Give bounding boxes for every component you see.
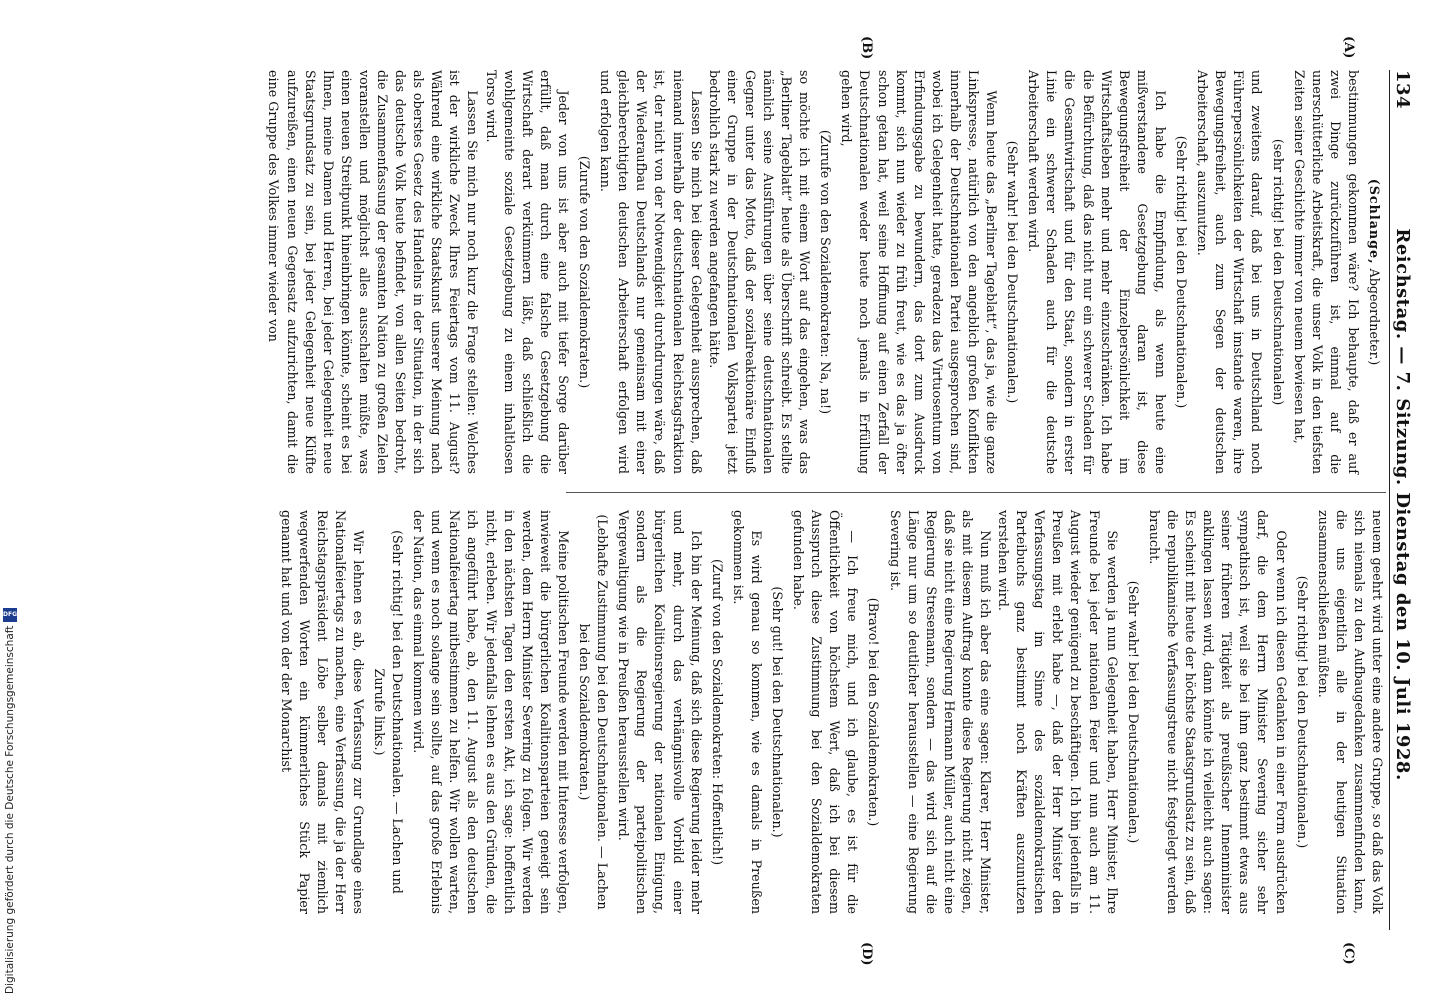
paragraph: und zweitens darauf, daß bei uns in Deutschland noch Führerpersönlichkeiten der Wirtschaft imstande waren, ihre Bewegungsfreiheit, auch zum Segen der deutschen Arbeiterschaft, auszunutzen. — [1195, 70, 1265, 474]
credit-text: Digitalisierung gefördert durch die Deutsche Forschungsgemeinschaft — [4, 625, 16, 994]
paragraph: bestimmungen gekommen wäre? Ich behaupte, daß er auf zwei Dinge zurückzuführen ist, einmal auf die unerschütterliche Arbeitskraft, die unser Volk in den tiefsten Zeiten seiner Geschichte immer von neuem bewiesen hat, — [1291, 70, 1361, 474]
interjection: (Bravo! bei den Sozialdemokraten.) — [866, 597, 882, 827]
right-column — [278, 510, 1386, 914]
interjection: (Zurufe von den Sozialdemokraten: Na, na!) — [818, 129, 834, 415]
page-header — [1389, 70, 1426, 930]
margin-marker-c: (C) — [1341, 942, 1356, 965]
paragraph: Ich habe die Empfindung, als wenn heute eine mißverstandene Gesetzgebung daran ist, diese Bewegungsfreiheit der Einzelpersönlichkeit im Wirtschaftsleben mehr und mehr einzuschränken. Ich habe die Befürchtung, daß das nicht nur ein schwerer Schaden für die Gesamtwirtschaft und für den Staat, sondern in erster Linie ein schwerer Schaden auch für die deutsche Arbeiterschaft werden wird. — [1026, 70, 1168, 474]
page-number: 134 — [1392, 70, 1413, 110]
speaker-line — [1365, 70, 1383, 474]
paragraph: Es wird genau so kommen, wie es damals in Preußen gekommen ist. — [730, 510, 764, 914]
paragraph: neuem geehrt wird unter eine andere Gruppe, so daß das Volk sich niemals zu den Aufbaugedanken zusammenfinden kann, die uns eigentlich alle in der heutigen Situation zusammenschließen müßten. — [1315, 510, 1385, 914]
speaker-role: Abgeordneter.) — [1367, 264, 1382, 366]
paragraph: so möchte ich mit einem Wort auf das eingehen, was das „Berliner Tageblatt“ heute als Überschrift schreibt. Es stellte nämlich seine Ausführungen über seine deutschnationalen Gegner unter das Motto, daß der sozialreaktionäre Einfluß einer Gruppe in der Deutschnationalen Volkspartei jetzt bedrohlich stark zu werden angefangen hätte. — [706, 70, 813, 474]
paragraph: Oder wenn ich diesen Gedanken in einer Form ausdrücken darf, die dem Herrn Minister Severing sicher sehr sympathisch ist, weil sie bei ihm ganz bestimmt etwas aus seiner früheren Tätigkeit als preußischer Innenminister anklingen lassen wird, dann könnte ich vielleicht auch sagen: Es scheint mit heute der höchste Staatsgrundsatz zu sein, daß die republikanische Verfassungstreue nicht festgelegt werden braucht. — [1146, 510, 1289, 914]
digitization-credit — [2, 604, 18, 994]
page-title: Reichstag. — 7. Sitzung. Dienstag den 10. Juli 1928. — [1392, 228, 1413, 781]
paragraph: Lassen Sie mich nur noch kurz die Frage stellen: Welches ist der wirkliche Zweck Ihres Feiertags vom 11. August? Während eine wirkliche Staatskunst unserer Meinung nach als oberstes Gesetz des Handelns in der Situation, in der sich das deutsche Volk heute befindet, von allen Seiten bedroht, die Zusammenfassung der gesamten Nation zu großen Zielen voranstellen und möglichst alles ausschalten müßte, was einen neuen Streitpunkt hineinbringen könnte, scheint es bei Ihnen, meine Damen und Herren, bei jeder Gelegenheit neue Staatsgrundsatz zu sein, bei jeder Gelegenheit neue Klüfte aufzureißen, einen neuen Gegensatz aufzurichten, damit die eine Gruppe des Volkes immer wieder von — [266, 70, 481, 474]
dfg-logo-icon: DFG — [3, 608, 17, 622]
column-divider — [566, 492, 1386, 493]
interjection: (Zurufe von den Sozialdemokraten.) — [577, 155, 593, 389]
paragraph: Jeder von uns ist aber auch mit tiefer Sorge darüber erfüllt, daß man durch eine falsche Gesetzgebung die Wirtschaft derart verkümmern läßt, daß schließlich die wohlgemeinte soziale Gesetzgebung zu einem inhaltlosen Torso wird. — [483, 70, 571, 474]
paragraph: Lassen Sie mich bei dieser Gelegenheit aussprechen, daß niemand innerhalb der deutschnationalen Reichstagsfraktion ist, der nicht von der Notwendigkeit durchdrungen wäre, daß der Wiederaufbau Deutschlands nur gemeinsam mit einer gleichberechtigten deutschen Arbeiterschaft erfolgen wird und erfolgen kann. — [598, 70, 704, 474]
interjection: (Sehr richtig! bei den Deutschnationalen.) — [1294, 575, 1310, 849]
paragraph: Sie werden ja nun Gelegenheit haben, Herr Minister, Ihre Freunde bei jeder nationalen Feier und nun auch am 11. August wieder genügend zu beschäftigen. Ich bin jedenfalls in Preußen mit erlebt habe —, daß der Herr Minister den Verfassungstag im Sinne des sozialdemokratischen Parteibuchs ganz bestimmt noch Kräften auszunutzen verstehen wird. — [996, 510, 1120, 914]
interjection: (Sehr wahr! bei den Deutschnationalen.) — [1125, 580, 1141, 844]
paragraph: Meine politischen Freunde werden mit Interesse verfolgen, inwieweit die bürgerlichen Koalitionsparteien geneigt sein werden, dem Herrn Minister Severing zu folgen. Wir werden in den nächsten Tagen den ersten Akt, ich sage: hoffentlich nicht, erleben. Wir jedenfalls lehnen es aus den Gründen, die ich angeführt habe, ab, den 11. August als den deutschen Nationalfeiertag mitbestimmen zu helfen. Wir wollen warten, und wenn es noch solange sein sollte, auf das große Erlebnis der Nation, das einmal kommen wird. — [411, 510, 571, 914]
interjection: (sehr richtig! bei den Deutschnationalen) — [1270, 138, 1286, 406]
paragraph: Wenn heute das „Berliner Tageblatt“, das ja, wie die ganze Linkspresse, natürlich von den angeblich großen Konflikten innerhalb der Deutschnationalen Partei ausgesprochen sind, wobei ich Gelegenheit hatte, geradezu das Virtuosentum von Erfindungsgabe zu bewundern, das dort zum Ausdruck kommt, sich nun wieder zu früh freut, wie es das ja öfter schon getan hat, weil seine Hoffnung auf einen Zerfall der Deutschnationalen weder heute noch jemals in Erfüllung gehen wird, — [839, 70, 1000, 474]
interjection: (Lebhafte Zustimmung bei den Deutschnationalen. — Lachen bei den Sozialdemokraten.) — [577, 514, 611, 910]
paragraph: Nun muß ich aber das eine sagen: Klarer, Herr Minister, als mit diesem Auftrag konnte diese Regierung nicht zeigen, daß sie nicht eine Regierung Hermann Müller, auch nicht eine Regierung Stresemann, sondern — das wird sich auf die Länge nur um so deutlicher herausstellen — eine Regierung Severing ist. — [887, 510, 994, 914]
interjection: (Sehr wahr! bei den Deutschnationalen.) — [1005, 140, 1021, 404]
paragraph: Wir lehnen es ab, diese Verfassung zur Grundlage eines Nationalfeiertags zu machen, eine Verfassung, die ja der Herr Reichstagspräsident Löbe selber damals mit ziemlich wegwerfenden Worten ein kümmerliches Stück Papier genannt hat und von der der Monarchist — [278, 510, 366, 914]
interjection: (Zuruf von den Sozialdemokraten: Hoffentlich!) — [709, 558, 725, 866]
interjection: (Sehr richtig! bei den Deutschnationalen.) — [1174, 135, 1190, 409]
interjection: (Sehr richtig! bei den Deutschnationalen. — Lachen und Zurufe links.) — [372, 530, 406, 894]
left-column — [266, 70, 1386, 474]
margin-marker-d: (D) — [859, 942, 874, 966]
page-content — [0, 36, 1434, 966]
interjection: (Sehr gut! bei den Deutschnationalen.) — [770, 586, 785, 838]
speaker-name: (Schlange, — [1367, 178, 1382, 265]
margin-marker-b: (B) — [859, 36, 874, 60]
margin-marker-a: (A) — [1341, 36, 1356, 59]
paragraph: Ich bin der Meinung, daß sich diese Regierung leider mehr und mehr, durch das verhängnisvolle Vorbild einer bürgerlichen Koalitionsregierung der nationalen Einigung, sondern als die Regierung der parteipolitischen Vergewaltigung wie in Preußen herausstellen wird. — [616, 510, 704, 914]
paragraph: — Ich freue mich, und ich glaube, es ist für die Öffentlichkeit von höchstem Wert, daß ich bei diesem Ausspruch diese Zustimmung bei den Sozialdemokraten gefunden habe. — [791, 510, 861, 914]
